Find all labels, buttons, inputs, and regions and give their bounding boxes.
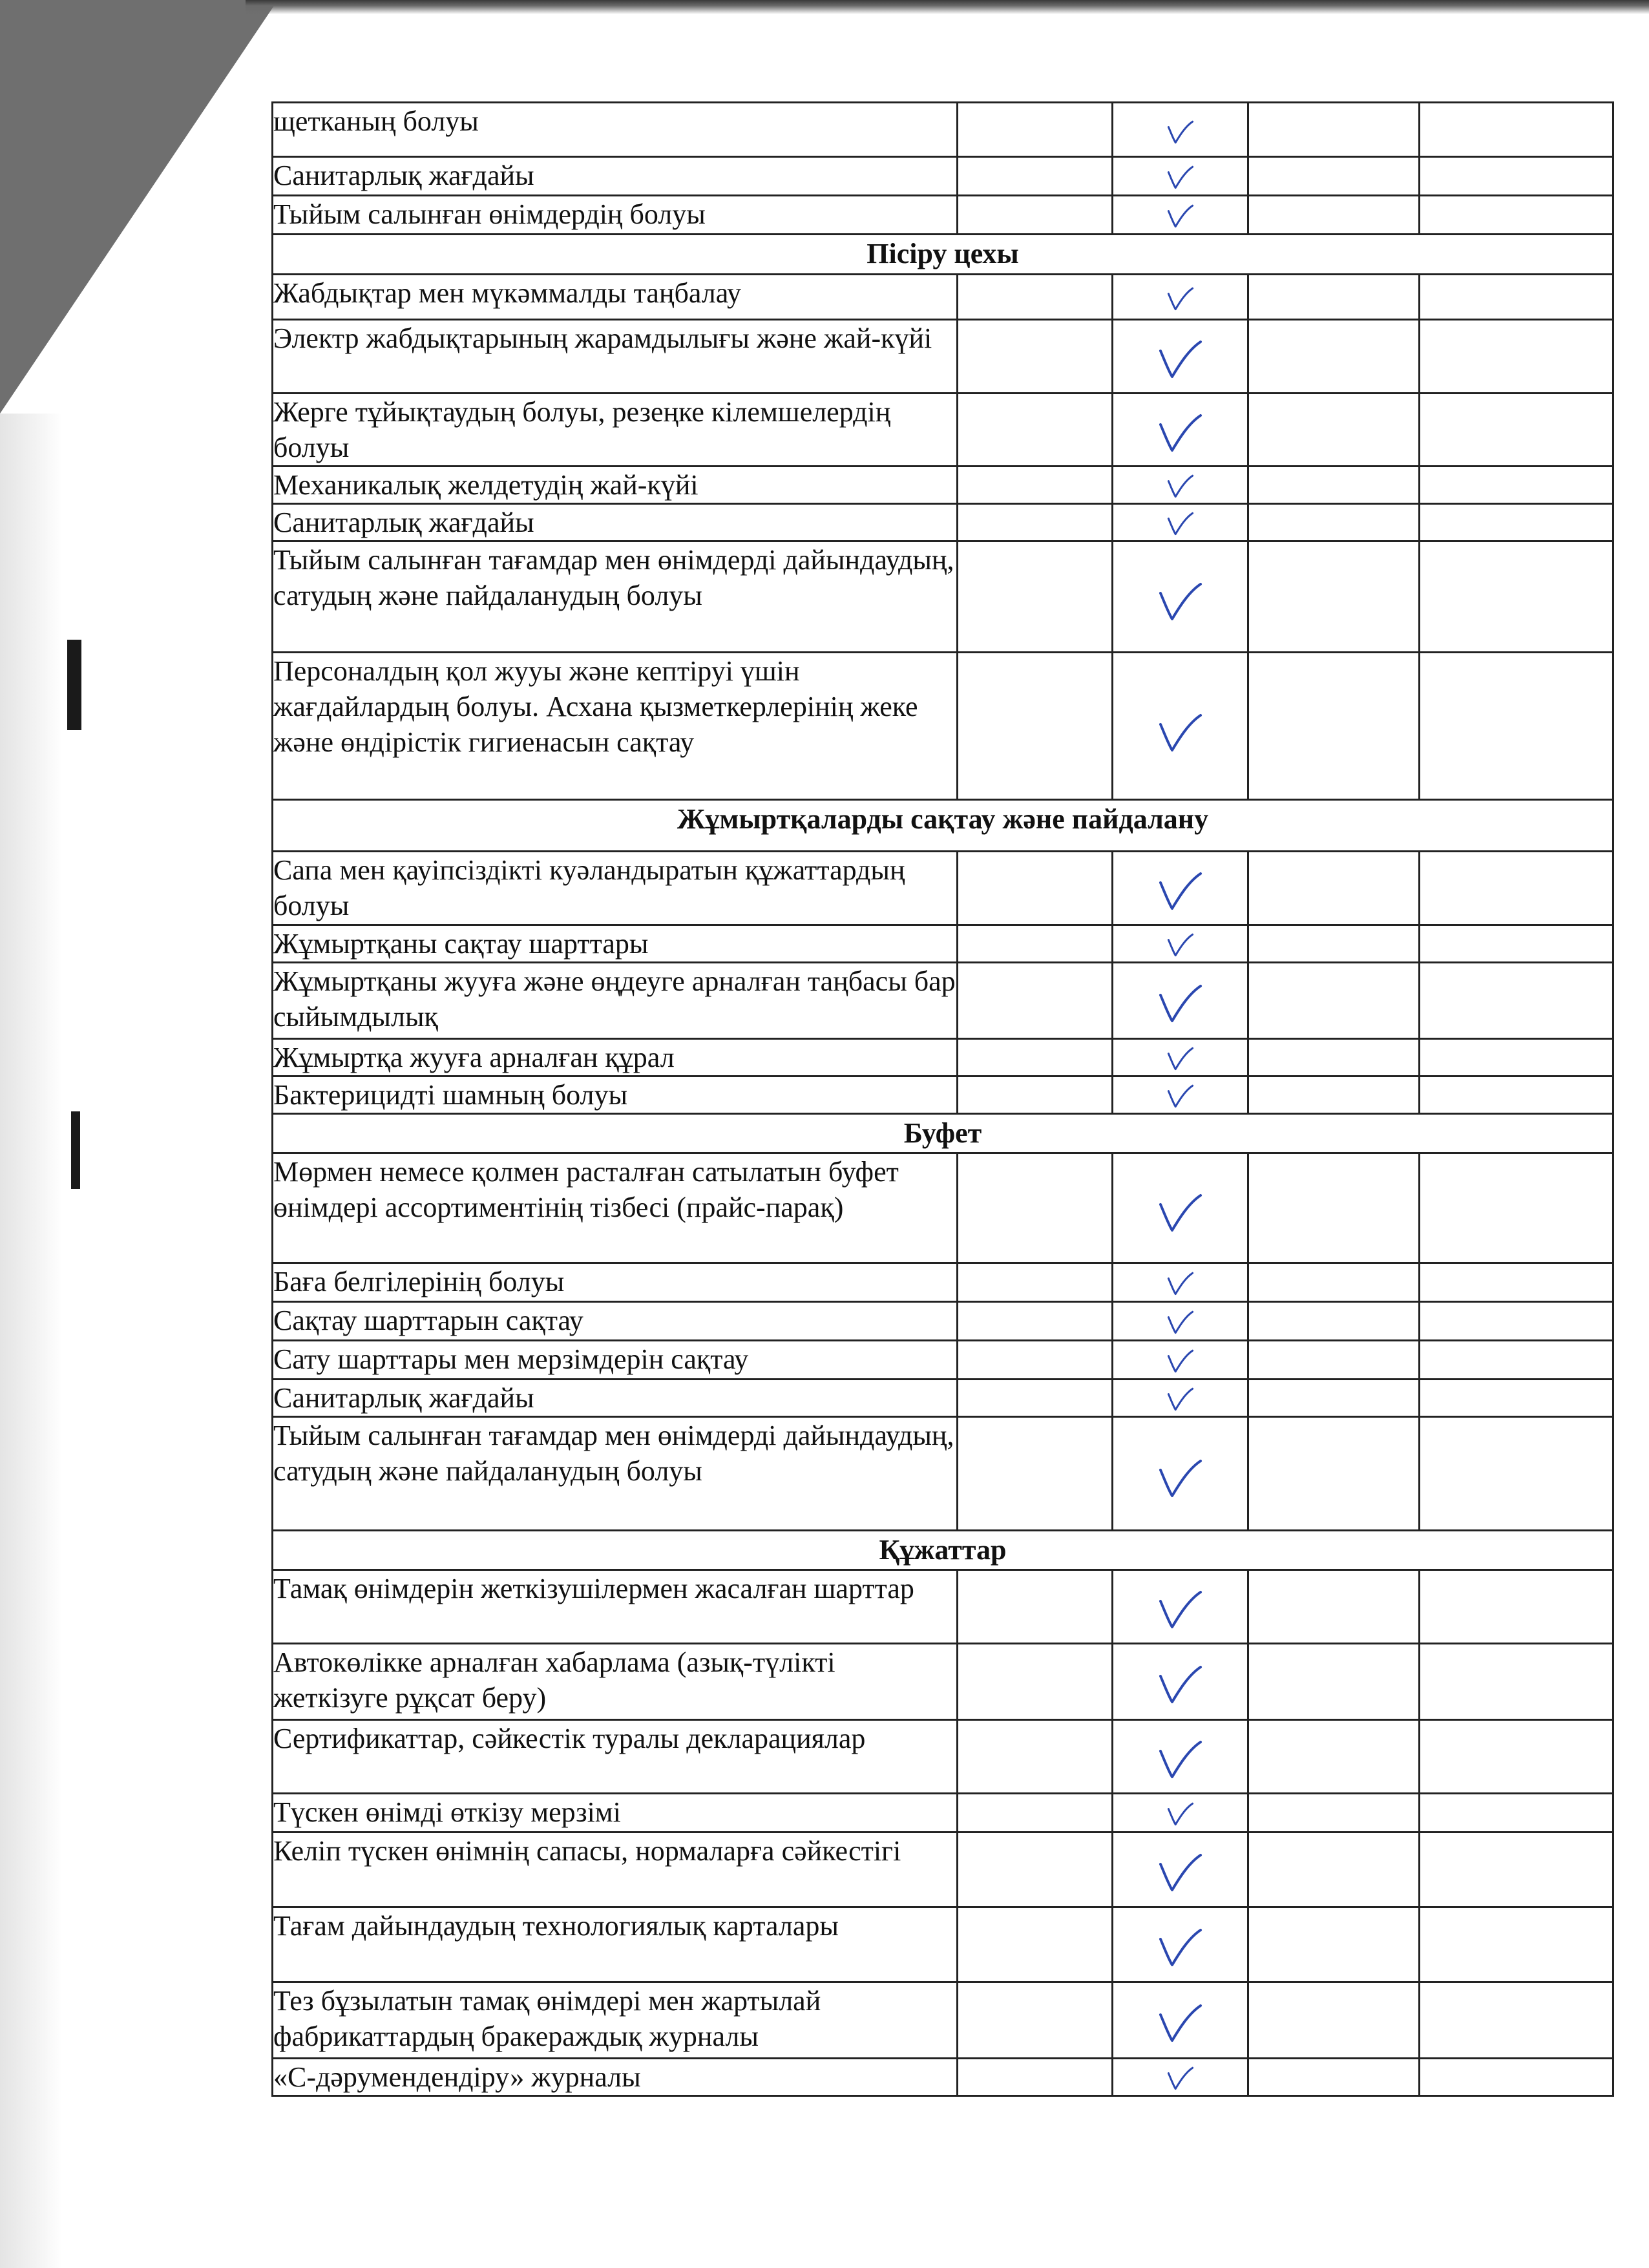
answer-cell-empty — [1420, 963, 1613, 1039]
answer-cell-empty — [1420, 1570, 1613, 1644]
criterion-cell — [273, 1644, 958, 1720]
section-header-row — [273, 235, 1613, 275]
checklist-row — [273, 1644, 1613, 1720]
answer-cell-empty — [958, 1794, 1113, 1832]
answer-cell-empty — [958, 275, 1113, 320]
answer-cell-empty — [958, 963, 1113, 1039]
criterion-cell — [273, 1417, 958, 1531]
answer-cell-checked — [1113, 1907, 1248, 1982]
section-title: Пісіру цехы — [273, 235, 1613, 275]
answer-cell-empty — [958, 196, 1113, 235]
answer-cell-empty — [958, 504, 1113, 541]
criterion-cell — [273, 1982, 958, 2059]
answer-cell-empty — [1420, 1076, 1613, 1114]
criterion-text: Мөрмен немесе қолмен расталған сатылатын буфет өнімдері ассортиментінің тізбесі (прайс-парақ) — [273, 1156, 899, 1223]
criterion-text: Тамақ өнімдерін жеткізушілермен жасалған шарттар — [273, 1573, 914, 1604]
criterion-cell — [273, 925, 958, 963]
checkmark-icon — [1165, 475, 1196, 498]
checklist-row — [273, 541, 1613, 653]
checkmark-icon — [1165, 1311, 1196, 1334]
answer-cell-empty — [1248, 196, 1420, 235]
answer-cell-empty — [958, 320, 1113, 394]
checklist-row — [273, 275, 1613, 320]
answer-cell-empty — [958, 1076, 1113, 1114]
checklist-body — [273, 103, 1613, 2096]
checkmark-icon — [1158, 1853, 1203, 1893]
answer-cell-empty — [1420, 653, 1613, 800]
answer-cell-empty — [1248, 1794, 1420, 1832]
criterion-text: Автокөлікке арналған хабарлама (азық-түлікті жеткізуге рұқсат беру) — [273, 1646, 835, 1714]
checklist-row — [273, 1832, 1613, 1907]
checklist-row — [273, 1039, 1613, 1076]
answer-cell-empty — [1248, 653, 1420, 800]
section-header-row — [273, 1531, 1613, 1570]
checklist-row — [273, 1341, 1613, 1380]
answer-cell-checked — [1113, 1380, 1248, 1417]
criterion-cell — [273, 1076, 958, 1114]
checkmark-icon — [1158, 984, 1203, 1024]
answer-cell-empty — [958, 2059, 1113, 2096]
answer-cell-empty — [958, 467, 1113, 504]
answer-cell-checked — [1113, 103, 1248, 157]
answer-cell-empty — [1420, 852, 1613, 925]
checkmark-icon — [1165, 288, 1196, 311]
answer-cell-checked — [1113, 1417, 1248, 1531]
criterion-cell — [273, 541, 958, 653]
checklist-row — [273, 1720, 1613, 1794]
answer-cell-empty — [1248, 504, 1420, 541]
answer-cell-empty — [958, 157, 1113, 196]
criterion-cell — [273, 1380, 958, 1417]
criterion-cell — [273, 320, 958, 394]
checkmark-icon — [1165, 1803, 1196, 1826]
checkmark-icon — [1158, 1459, 1203, 1499]
answer-cell-checked — [1113, 196, 1248, 235]
criterion-cell — [273, 653, 958, 800]
checkmark-icon — [1158, 340, 1203, 380]
criterion-text: Сату шарттары мен мерзімдерін сақтау — [273, 1343, 749, 1375]
answer-cell-empty — [1248, 1644, 1420, 1720]
criterion-cell — [273, 1153, 958, 1263]
checkmark-icon — [1158, 582, 1203, 622]
criterion-text: Электр жабдықтарының жарамдылығы және жай-күйі — [273, 322, 932, 354]
answer-cell-empty — [958, 1263, 1113, 1302]
checklist-row — [273, 103, 1613, 157]
answer-cell-checked — [1113, 1794, 1248, 1832]
answer-cell-empty — [1248, 1982, 1420, 2059]
answer-cell-checked — [1113, 275, 1248, 320]
answer-cell-empty — [1420, 1794, 1613, 1832]
answer-cell-empty — [1248, 1907, 1420, 1982]
criterion-text: Бактерицидті шамның болуы — [273, 1079, 628, 1111]
answer-cell-checked — [1113, 394, 1248, 467]
answer-cell-empty — [1248, 275, 1420, 320]
answer-cell-empty — [958, 1417, 1113, 1531]
answer-cell-empty — [958, 1907, 1113, 1982]
criterion-cell — [273, 1263, 958, 1302]
section-title: Құжаттар — [273, 1531, 1613, 1570]
answer-cell-empty — [958, 1302, 1113, 1341]
criterion-text: Персоналдың қол жууы және кептіруі үшін жағдайлардың болуы. Асхана қызметкерлерінің жеке және өндірістік гигиенасын сақтау — [273, 655, 918, 758]
answer-cell-checked — [1113, 504, 1248, 541]
answer-cell-empty — [1420, 1907, 1613, 1982]
checkmark-icon — [1158, 713, 1203, 753]
answer-cell-empty — [1420, 394, 1613, 467]
answer-cell-checked — [1113, 1153, 1248, 1263]
criterion-cell — [273, 963, 958, 1039]
answer-cell-checked — [1113, 1982, 1248, 2059]
criterion-cell — [273, 1907, 958, 1982]
answer-cell-empty — [1420, 103, 1613, 157]
checklist-row — [273, 467, 1613, 504]
criterion-cell — [273, 852, 958, 925]
answer-cell-empty — [1420, 1644, 1613, 1720]
answer-cell-checked — [1113, 963, 1248, 1039]
answer-cell-empty — [958, 852, 1113, 925]
criterion-cell — [273, 103, 958, 157]
section-title: Буфет — [273, 1114, 1613, 1153]
answer-cell-empty — [1248, 1039, 1420, 1076]
scan-shadow-corner — [0, 0, 278, 414]
answer-cell-empty — [1420, 196, 1613, 235]
checklist-row — [273, 653, 1613, 800]
answer-cell-empty — [1420, 320, 1613, 394]
checkmark-icon — [1165, 205, 1196, 228]
checklist-row — [273, 963, 1613, 1039]
criterion-text: щетканың болуы — [273, 105, 479, 137]
criterion-text: Сертификаттар, сәйкестік туралы декларациялар — [273, 1723, 866, 1754]
criterion-cell — [273, 2059, 958, 2096]
answer-cell-empty — [1248, 1153, 1420, 1263]
criterion-text: Тез бұзылатын тамақ өнімдері мен жартылай фабрикаттардың бракераждық журналы — [273, 1985, 821, 2052]
criterion-cell — [273, 467, 958, 504]
checkmark-icon — [1158, 1928, 1203, 1968]
checklist-row — [273, 2059, 1613, 2096]
checkmark-icon — [1165, 1272, 1196, 1296]
answer-cell-empty — [1420, 275, 1613, 320]
answer-cell-empty — [1248, 467, 1420, 504]
answer-cell-empty — [1420, 925, 1613, 963]
criterion-text: Жерге тұйықтаудың болуы, резеңке кілемшелердің болуы — [273, 396, 891, 463]
checklist-row — [273, 504, 1613, 541]
criterion-text: Жұмыртқа жууға арналған құрал — [273, 1042, 675, 1073]
criterion-text: Түскен өнімді өткізу мерзімі — [273, 1796, 621, 1828]
answer-cell-empty — [958, 1644, 1113, 1720]
answer-cell-checked — [1113, 1570, 1248, 1644]
answer-cell-checked — [1113, 1302, 1248, 1341]
checkmark-icon — [1165, 512, 1196, 536]
answer-cell-checked — [1113, 467, 1248, 504]
answer-cell-empty — [1420, 1039, 1613, 1076]
checkmark-icon — [1158, 1665, 1203, 1705]
answer-cell-empty — [1420, 467, 1613, 504]
checklist-row — [273, 1380, 1613, 1417]
checkmark-icon — [1158, 1590, 1203, 1630]
checklist-row — [273, 1570, 1613, 1644]
answer-cell-checked — [1113, 1832, 1248, 1907]
answer-cell-empty — [1420, 1380, 1613, 1417]
checklist-row — [273, 1794, 1613, 1832]
answer-cell-empty — [958, 394, 1113, 467]
answer-cell-empty — [1248, 103, 1420, 157]
checkmark-icon — [1158, 1740, 1203, 1780]
checklist-table — [271, 101, 1614, 2097]
answer-cell-empty — [958, 103, 1113, 157]
scan-artifact — [71, 1111, 80, 1189]
answer-cell-empty — [958, 1832, 1113, 1907]
criterion-text: Тыйым салынған тағамдар мен өнімдерді дайындаудың, сатудың және пайдаланудың болуы — [273, 544, 954, 611]
section-title: Жұмыртқаларды сақтау және пайдалану — [273, 800, 1613, 852]
criterion-cell — [273, 1832, 958, 1907]
answer-cell-empty — [1248, 1720, 1420, 1794]
criterion-text: Тағам дайындаудың технологиялық карталары — [273, 1910, 839, 1942]
answer-cell-empty — [958, 1570, 1113, 1644]
criterion-text: Сақтау шарттарын сақтау — [273, 1305, 583, 1336]
checkmark-icon — [1165, 2067, 1196, 2090]
answer-cell-empty — [958, 1380, 1113, 1417]
answer-cell-empty — [1248, 320, 1420, 394]
criterion-cell — [273, 1720, 958, 1794]
answer-cell-checked — [1113, 653, 1248, 800]
criterion-cell — [273, 394, 958, 467]
answer-cell-empty — [1248, 2059, 1420, 2096]
answer-cell-empty — [1420, 541, 1613, 653]
checkmark-icon — [1158, 2004, 1203, 2044]
criterion-text: Келіп түскен өнімнің сапасы, нормаларға сәйкестігі — [273, 1835, 901, 1867]
answer-cell-empty — [1420, 504, 1613, 541]
answer-cell-empty — [1248, 541, 1420, 653]
answer-cell-empty — [1420, 1720, 1613, 1794]
checkmark-icon — [1165, 1047, 1196, 1071]
answer-cell-checked — [1113, 1263, 1248, 1302]
checkmark-icon — [1165, 166, 1196, 189]
checkmark-icon — [1165, 1085, 1196, 1108]
scan-shadow-top — [246, 0, 1649, 14]
checkmark-icon — [1158, 414, 1203, 454]
answer-cell-empty — [1420, 1832, 1613, 1907]
criterion-cell — [273, 1302, 958, 1341]
checkmark-icon — [1165, 934, 1196, 957]
scan-shadow-left — [0, 414, 62, 2268]
criterion-cell — [273, 196, 958, 235]
answer-cell-empty — [1248, 1380, 1420, 1417]
checkmark-icon — [1158, 1193, 1203, 1234]
answer-cell-checked — [1113, 1644, 1248, 1720]
answer-cell-checked — [1113, 157, 1248, 196]
checklist-row — [273, 1263, 1613, 1302]
answer-cell-checked — [1113, 1341, 1248, 1380]
answer-cell-empty — [958, 925, 1113, 963]
answer-cell-empty — [1248, 1832, 1420, 1907]
checklist-row — [273, 157, 1613, 196]
answer-cell-empty — [1248, 963, 1420, 1039]
answer-cell-empty — [1248, 1417, 1420, 1531]
checklist-row — [273, 320, 1613, 394]
criterion-cell — [273, 1794, 958, 1832]
answer-cell-empty — [1248, 157, 1420, 196]
answer-cell-empty — [1248, 1263, 1420, 1302]
checkmark-icon — [1158, 872, 1203, 912]
criterion-text: Тыйым салынған өнімдердің болуы — [273, 198, 706, 230]
checklist-row — [273, 196, 1613, 235]
answer-cell-empty — [1420, 2059, 1613, 2096]
criterion-cell — [273, 1039, 958, 1076]
answer-cell-empty — [958, 1720, 1113, 1794]
scan-artifact — [67, 640, 81, 730]
answer-cell-checked — [1113, 320, 1248, 394]
answer-cell-empty — [1420, 1153, 1613, 1263]
checklist-row — [273, 394, 1613, 467]
answer-cell-empty — [958, 1153, 1113, 1263]
criterion-text: Санитарлық жағдайы — [273, 160, 534, 191]
answer-cell-empty — [1248, 1302, 1420, 1341]
answer-cell-checked — [1113, 1076, 1248, 1114]
criterion-cell — [273, 157, 958, 196]
answer-cell-empty — [1248, 1076, 1420, 1114]
answer-cell-empty — [1248, 852, 1420, 925]
criterion-cell — [273, 504, 958, 541]
criterion-text: Баға белгілерінің болуы — [273, 1266, 565, 1297]
answer-cell-empty — [958, 1039, 1113, 1076]
criterion-text: Жұмыртқаны сақтау шарттары — [273, 928, 649, 960]
checklist-row — [273, 925, 1613, 963]
answer-cell-empty — [1248, 394, 1420, 467]
answer-cell-checked — [1113, 852, 1248, 925]
checklist-row — [273, 1302, 1613, 1341]
checklist-row — [273, 852, 1613, 925]
answer-cell-empty — [1248, 925, 1420, 963]
criterion-text: Санитарлық жағдайы — [273, 507, 534, 538]
criterion-text: Сапа мен қауіпсіздікті куәландыратын құжаттардың болуы — [273, 854, 905, 921]
answer-cell-checked — [1113, 541, 1248, 653]
criterion-text: Механикалық желдетудің жай-күйі — [273, 469, 698, 501]
criterion-text: Санитарлық жағдайы — [273, 1382, 534, 1414]
answer-cell-empty — [958, 1982, 1113, 2059]
section-header-row — [273, 1114, 1613, 1153]
answer-cell-empty — [1420, 1417, 1613, 1531]
answer-cell-empty — [958, 1341, 1113, 1380]
checklist-row — [273, 1907, 1613, 1982]
checklist-row — [273, 1982, 1613, 2059]
checklist-row — [273, 1076, 1613, 1114]
answer-cell-checked — [1113, 1720, 1248, 1794]
criterion-cell — [273, 1570, 958, 1644]
criterion-text: Жабдықтар мен мүкәммалды таңбалау — [273, 277, 742, 309]
answer-cell-checked — [1113, 2059, 1248, 2096]
checkmark-icon — [1165, 1350, 1196, 1373]
answer-cell-empty — [1420, 1302, 1613, 1341]
answer-cell-empty — [1420, 1982, 1613, 2059]
answer-cell-checked — [1113, 1039, 1248, 1076]
criterion-cell — [273, 275, 958, 320]
answer-cell-empty — [958, 653, 1113, 800]
checkmark-icon — [1165, 121, 1196, 144]
answer-cell-empty — [1420, 157, 1613, 196]
criterion-text: «С-дәрумендендіру» журналы — [273, 2061, 641, 2093]
criterion-text: Жұмыртқаны жууға және өңдеуге арналған таңбасы бар сыйымдылық — [273, 965, 956, 1033]
checklist-row — [273, 1417, 1613, 1531]
answer-cell-empty — [1248, 1570, 1420, 1644]
criterion-text: Тыйым салынған тағамдар мен өнімдерді дайындаудың, сатудың және пайдаланудың болуы — [273, 1420, 954, 1487]
checkmark-icon — [1165, 1388, 1196, 1411]
criterion-cell — [273, 1341, 958, 1380]
checklist-row — [273, 1153, 1613, 1263]
answer-cell-empty — [1420, 1341, 1613, 1380]
answer-cell-empty — [1420, 1263, 1613, 1302]
answer-cell-empty — [958, 541, 1113, 653]
answer-cell-checked — [1113, 925, 1248, 963]
section-header-row — [273, 800, 1613, 852]
answer-cell-empty — [1248, 1341, 1420, 1380]
